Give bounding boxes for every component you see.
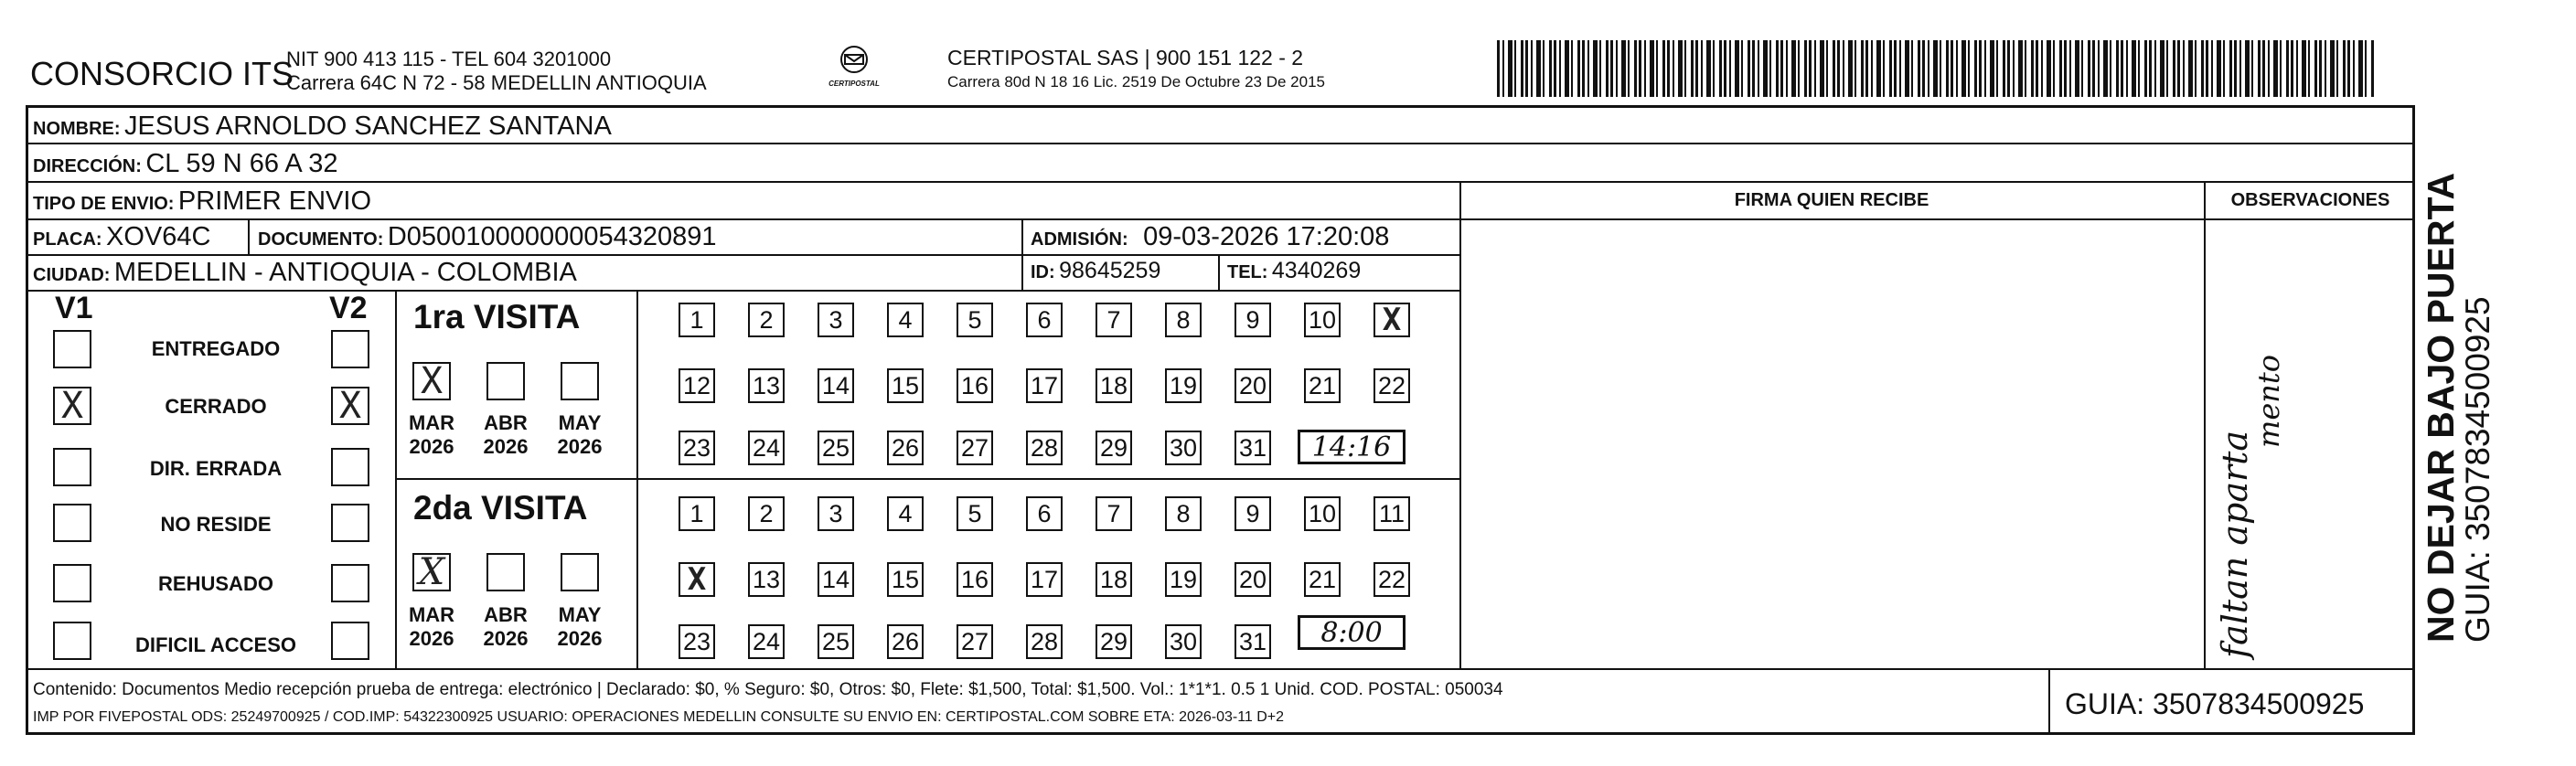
note-line1: faltan aparta [2215, 430, 2255, 658]
month-name: MAY [558, 603, 602, 626]
admision-cell [1031, 224, 1389, 250]
day-box[interactable]: 19 [1165, 368, 1202, 403]
visit1-time[interactable]: 14:16 [1298, 430, 1406, 464]
placa-label: PLACA: [33, 229, 102, 250]
documento-label: DOCUMENTO: [258, 229, 384, 250]
day-box[interactable]: 21 [1304, 368, 1341, 403]
visit1-title: 1ra VISITA [413, 298, 581, 335]
direccion-value: CL 59 N 66 A 32 [145, 149, 338, 178]
v2-checkbox[interactable] [331, 564, 369, 602]
nombre-label: NOMBRE: [33, 119, 121, 139]
v1-checkbox[interactable] [53, 448, 91, 486]
day-box[interactable]: 29 [1096, 431, 1132, 465]
day-box[interactable]: 6 [1026, 303, 1063, 337]
status-label: NO RESIDE [160, 513, 272, 536]
month-year: 2026 [483, 627, 529, 651]
day-box[interactable]: 17 [1026, 368, 1063, 403]
day-box[interactable]: 24 [748, 624, 785, 659]
divider [26, 181, 2415, 183]
direccion-row [33, 151, 337, 177]
v1-checkbox[interactable] [53, 330, 91, 368]
status-label: REHUSADO [158, 572, 273, 595]
v2-checkbox[interactable] [331, 330, 369, 368]
logo-text: CERTIPOSTAL [828, 80, 880, 88]
day-box[interactable]: 14 [818, 562, 854, 597]
id-value: 98645259 [1059, 258, 1161, 283]
envelope-icon [836, 44, 872, 75]
day-box[interactable]: 9 [1235, 496, 1271, 531]
placa-value: XOV64C [106, 222, 211, 251]
day-box[interactable]: 18 [1096, 562, 1132, 597]
tipo-envio-label: TIPO DE ENVIO: [33, 194, 175, 214]
day-box[interactable]: 19 [1165, 562, 1202, 597]
day-box[interactable]: 25 [818, 624, 854, 659]
day-box[interactable]: 2 [748, 303, 785, 337]
day-box[interactable]: 27 [957, 431, 993, 465]
month-year: 2026 [409, 627, 454, 651]
divider [26, 290, 1459, 292]
divider [2204, 181, 2206, 668]
day-box[interactable]: 29 [1096, 624, 1132, 659]
ciudad-value: MEDELLIN - ANTIOQUIA - COLOMBIA [113, 258, 577, 287]
v2-checkbox[interactable] [331, 504, 369, 542]
visit2-title: 2da VISITA [413, 489, 588, 527]
tel-cell [1227, 260, 1361, 282]
divider [1021, 218, 1023, 290]
divider [26, 143, 2415, 144]
month-label [548, 411, 612, 460]
divider [26, 668, 2415, 670]
day-box[interactable]: 31 [1235, 431, 1271, 465]
month-checkbox[interactable] [486, 362, 525, 400]
day-box[interactable]: 3 [818, 303, 854, 337]
day-box[interactable]: 21 [1304, 562, 1341, 597]
day-box[interactable]: 27 [957, 624, 993, 659]
month-year: 2026 [483, 435, 529, 459]
day-box[interactable]: 15 [887, 562, 924, 597]
divider [26, 218, 2415, 220]
ciudad-cell [33, 260, 577, 286]
documento-value: D050010000000054320891 [387, 222, 717, 251]
id-label: ID: [1031, 262, 1055, 282]
barcode [1497, 40, 2375, 97]
day-box[interactable]: 23 [679, 431, 715, 465]
month-name: MAR [408, 603, 455, 626]
day-box[interactable]: 16 [957, 562, 993, 597]
month-year: 2026 [409, 435, 454, 459]
side-vertical-text [2421, 173, 2496, 643]
note-line2: mento [2250, 354, 2286, 448]
company-name: CONSORCIO ITS [30, 55, 294, 92]
month-label [474, 603, 538, 652]
day-box[interactable]: 24 [748, 431, 785, 465]
direccion-label: DIRECCIÓN: [33, 156, 142, 176]
day-box[interactable]: 12 [679, 368, 715, 403]
divider [395, 478, 1459, 480]
month-name: MAR [408, 411, 455, 434]
day-box[interactable]: 26 [887, 624, 924, 659]
status-label: ENTREGADO [151, 337, 281, 360]
company-info-line2: Carrera 64C N 72 - 58 MEDELLIN ANTIOQUIA [286, 71, 707, 94]
v1-checkbox[interactable] [53, 504, 91, 542]
month-label [474, 411, 538, 460]
day-box[interactable]: X [679, 562, 715, 597]
footer-line2: IMP POR FIVEPOSTAL ODS: 25249700925 / COD.IMP: 54322300925 USUARIO: OPERACIONES MEDELLIN CONSULTE SU ENVIO EN: CERTIPOSTAL.COM SOBRE ETA: 2026-03-11 D+2 [33, 709, 1285, 725]
v1-checkbox[interactable]: X [53, 387, 91, 425]
day-box[interactable]: 6 [1026, 496, 1063, 531]
tipo-envio-value: PRIMER ENVIO [177, 186, 372, 216]
day-box[interactable]: 20 [1235, 368, 1271, 403]
divider [1218, 254, 1220, 290]
day-box[interactable]: X [1374, 303, 1410, 337]
status-label: DIFICIL ACCESO [134, 633, 296, 656]
admision-label: ADMISIÓN: [1031, 229, 1128, 250]
month-name: ABR [484, 411, 528, 434]
day-box[interactable]: 1 [679, 303, 715, 337]
day-box[interactable]: 8 [1165, 303, 1202, 337]
v2-checkbox[interactable]: X [331, 387, 369, 425]
day-box[interactable]: 7 [1096, 303, 1132, 337]
month-checkbox[interactable] [486, 553, 525, 591]
day-box[interactable]: 13 [748, 368, 785, 403]
visit2-time[interactable]: 8:00 [1298, 615, 1406, 650]
day-box[interactable]: 2 [748, 496, 785, 531]
footer-guia: GUIA: 3507834500925 [2065, 687, 2365, 720]
day-box[interactable]: 10 [1304, 496, 1341, 531]
no-dejar-bajo-puerta: NO DEJAR BAJO PUERTA [2420, 172, 2462, 643]
side-guia: GUIA: 3507834500925 [2459, 296, 2497, 643]
day-box[interactable]: 3 [818, 496, 854, 531]
carrier-info-line2: Carrera 80d N 18 16 Lic. 2519 De Octubre 23 De 2015 [947, 73, 1325, 90]
month-label [548, 603, 612, 652]
month-label [400, 411, 464, 460]
day-box[interactable]: 20 [1235, 562, 1271, 597]
month-checkbox[interactable]: X [412, 362, 451, 400]
month-name: ABR [484, 603, 528, 626]
day-box[interactable]: 5 [957, 496, 993, 531]
day-box[interactable]: 18 [1096, 368, 1132, 403]
month-name: MAY [558, 411, 602, 434]
day-box[interactable]: 30 [1165, 431, 1202, 465]
tel-value: 4340269 [1271, 258, 1362, 283]
documento-cell [258, 224, 717, 250]
divider [2048, 668, 2050, 735]
company-info-line1: NIT 900 413 115 - TEL 604 3201000 [286, 48, 612, 70]
nombre-value: JESUS ARNOLDO SANCHEZ SANTANA [124, 112, 612, 141]
day-box[interactable]: 22 [1374, 562, 1410, 597]
footer-line1: Contenido: Documentos Medio recepción prueba de entrega: electrónico | Declarado: $0, % Seguro: $0, Otros: $0, Flete: $1,500, Total: $1,500. Vol.: 1*1*1. 0.5 1 Unid. COD. POSTAL: 050034 [33, 680, 1503, 699]
v2-checkbox[interactable] [331, 622, 369, 660]
divider [1459, 181, 1461, 668]
day-box[interactable]: 7 [1096, 496, 1132, 531]
day-box[interactable]: 9 [1235, 303, 1271, 337]
status-label: DIR. ERRADA [149, 457, 283, 480]
day-box[interactable]: 23 [679, 624, 715, 659]
day-box[interactable]: 22 [1374, 368, 1410, 403]
day-box[interactable]: 16 [957, 368, 993, 403]
status-label: CERRADO [165, 395, 267, 418]
day-box[interactable]: 17 [1026, 562, 1063, 597]
carrier-info-line1: CERTIPOSTAL SAS | 900 151 122 - 2 [947, 46, 1304, 69]
observaciones-header: OBSERVACIONES [2230, 190, 2390, 210]
divider [26, 254, 1459, 256]
day-box[interactable]: 14 [818, 368, 854, 403]
month-checkbox[interactable] [561, 553, 599, 591]
month-year: 2026 [557, 627, 603, 651]
tipo-envio-row [33, 188, 371, 215]
day-box[interactable]: 30 [1165, 624, 1202, 659]
certipostal-logo [828, 44, 881, 97]
v1-checkbox[interactable] [53, 622, 91, 660]
day-box[interactable]: 4 [887, 496, 924, 531]
day-box[interactable]: 13 [748, 562, 785, 597]
day-box[interactable]: 5 [957, 303, 993, 337]
day-box[interactable]: 28 [1026, 624, 1063, 659]
month-checkbox[interactable] [561, 362, 599, 400]
divider [248, 218, 250, 254]
nombre-row [33, 113, 612, 140]
day-box[interactable]: 26 [887, 431, 924, 465]
v2-checkbox[interactable] [331, 448, 369, 486]
month-label [400, 603, 464, 652]
id-cell [1031, 260, 1160, 282]
day-box[interactable]: 31 [1235, 624, 1271, 659]
day-box[interactable]: 25 [818, 431, 854, 465]
month-checkbox[interactable]: X [412, 553, 451, 591]
v2-header: V2 [329, 291, 368, 325]
month-year: 2026 [557, 435, 603, 459]
day-box[interactable]: 15 [887, 368, 924, 403]
day-box[interactable]: 1 [679, 496, 715, 531]
v1-checkbox[interactable] [53, 564, 91, 602]
day-box[interactable]: 8 [1165, 496, 1202, 531]
day-box[interactable]: 11 [1374, 496, 1410, 531]
placa-cell [33, 224, 210, 250]
observaciones-note [2215, 354, 2286, 658]
firma-header: FIRMA QUIEN RECIBE [1734, 190, 1929, 210]
day-box[interactable]: 28 [1026, 431, 1063, 465]
day-box[interactable]: 4 [887, 303, 924, 337]
day-box[interactable]: 10 [1304, 303, 1341, 337]
v1-header: V1 [55, 291, 93, 325]
admision-value: 09-03-2026 17:20:08 [1143, 222, 1390, 251]
tel-label: TEL: [1227, 262, 1268, 282]
ciudad-label: CIUDAD: [33, 265, 111, 285]
